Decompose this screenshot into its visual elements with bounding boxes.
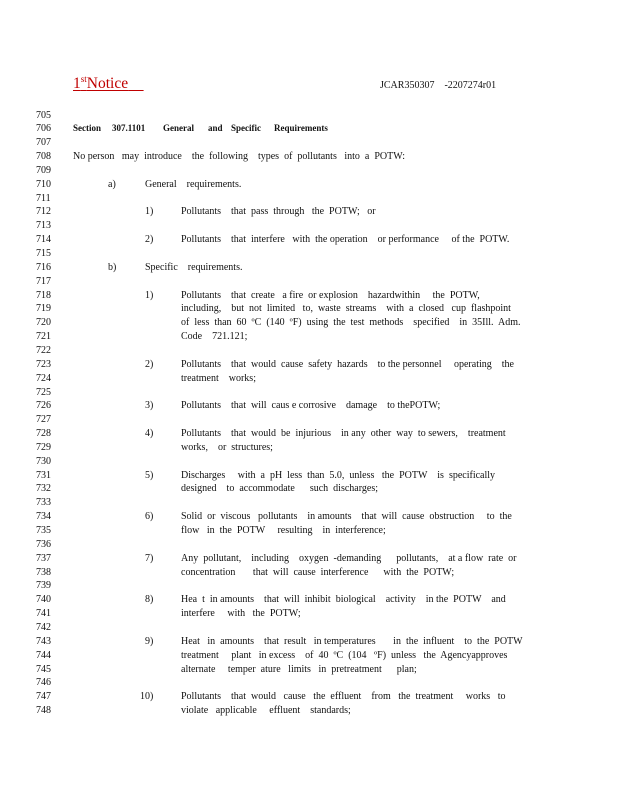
line-number: 747 (36, 691, 51, 703)
document-line (0, 302, 618, 316)
document-line (0, 316, 618, 330)
document-line (0, 330, 618, 344)
line-number: 740 (36, 594, 51, 606)
line-number: 708 (36, 151, 51, 163)
line-text: Requirements (274, 123, 328, 134)
document-line (0, 690, 618, 704)
list-marker: 3) (145, 400, 154, 412)
line-number: 710 (36, 178, 51, 190)
line-number: 716 (36, 261, 51, 273)
line-number: 731 (36, 469, 51, 481)
line-text: Pollutants that interfere with the operation or performance of the POTW. (181, 234, 510, 246)
line-number: 734 (36, 511, 51, 523)
document-line (0, 275, 618, 289)
document-line (0, 552, 618, 566)
line-text: Pollutants that would cause safety hazards to the personnel operating the (181, 358, 514, 370)
line-number: 723 (36, 358, 51, 370)
document-line (0, 704, 618, 718)
line-text: Specific requirements. (145, 261, 243, 273)
document-line (0, 469, 618, 483)
line-number: 735 (36, 525, 51, 536)
document-line (0, 164, 618, 178)
line-number: 727 (36, 414, 51, 426)
line-number: 715 (36, 248, 51, 259)
line-number: 730 (36, 455, 51, 467)
notice-label: 1stNotice (73, 74, 129, 92)
list-marker: 1) (145, 289, 154, 301)
document-line (0, 496, 618, 510)
list-marker: 4) (145, 428, 154, 440)
document-line (0, 593, 618, 607)
line-number: 712 (36, 206, 51, 218)
document-line (0, 427, 618, 441)
document-line (0, 109, 618, 123)
line-number: 707 (36, 137, 51, 149)
line-number: 729 (36, 441, 51, 453)
line-text: interfere with the POTW; (181, 608, 301, 620)
list-marker: 7) (145, 552, 154, 564)
line-text: Solid or viscous pollutants in amounts that will cause obstruction to the (181, 511, 512, 523)
line-number: 741 (36, 608, 51, 620)
line-text: alternate temper ature limits in pretreatment plan; (181, 663, 417, 675)
line-number: 728 (36, 428, 51, 440)
document-line (0, 233, 618, 247)
line-text: and (208, 123, 223, 134)
line-number: 738 (36, 566, 51, 578)
document-code: JCAR350307 -2207274r01 (380, 80, 497, 91)
line-text: works, or structures; (181, 441, 273, 453)
document-line (0, 289, 618, 303)
document-line (0, 676, 618, 690)
line-number: 739 (36, 580, 51, 592)
document-line (0, 621, 618, 635)
line-text: Discharges with a pH less than 5.0, unless the POTW is specifically (181, 469, 496, 481)
document-line (0, 455, 618, 469)
line-number: 713 (36, 220, 51, 232)
line-number: 711 (36, 192, 51, 204)
line-text: treatment works; (181, 372, 256, 384)
line-text: Specific (231, 123, 261, 134)
list-marker: 6) (145, 511, 154, 523)
document-line (0, 219, 618, 233)
line-text: Heat in amounts that result in temperatures in the influent to the POTW (181, 635, 523, 647)
document-line (0, 358, 618, 372)
line-number: 720 (36, 317, 51, 329)
line-text: Pollutants that would cause the effluent from the treatment works to (181, 691, 506, 703)
list-marker: 2) (145, 358, 154, 370)
document-line (0, 482, 618, 496)
line-number: 725 (36, 386, 51, 398)
line-number: 733 (36, 497, 51, 509)
document-line (0, 136, 618, 150)
document-line (0, 524, 618, 538)
line-text: violate applicable effluent standards; (181, 705, 351, 717)
line-number: 718 (36, 289, 51, 301)
document-line (0, 538, 618, 552)
line-text: concentration that will cause interference with the POTW; (181, 566, 455, 578)
document-line (0, 399, 618, 413)
line-number: 726 (36, 400, 51, 412)
line-number: 746 (36, 677, 51, 689)
document-line (0, 205, 618, 219)
line-number: 744 (36, 649, 51, 661)
line-text: Any pollutant, including oxygen -demanding pollutants, at a flow rate or (181, 552, 517, 564)
list-marker: b) (108, 261, 117, 273)
document-line (0, 178, 618, 192)
list-marker: 1) (145, 206, 154, 218)
document-line (0, 192, 618, 206)
line-number: 736 (36, 538, 51, 550)
list-marker: 10) (140, 691, 154, 703)
line-number: 743 (36, 635, 51, 647)
line-number: 705 (36, 109, 51, 121)
line-number: 732 (36, 483, 51, 495)
document-line (0, 635, 618, 649)
line-number: 742 (36, 621, 51, 633)
line-number: 709 (36, 164, 51, 176)
document-line (0, 566, 618, 580)
document-line (0, 607, 618, 621)
document-line (0, 579, 618, 593)
line-text: General requirements. (145, 178, 242, 190)
line-text: Section (73, 123, 101, 134)
line-text: Pollutants that would be injurious in any other way to sewers, treatment (181, 428, 506, 440)
list-marker: 2) (145, 234, 154, 246)
line-text: 307.1101 (112, 123, 146, 134)
line-text: of less than 60 ºC (140 ºF) using the test methods specified in 35Ill. Adm. (181, 317, 521, 329)
document-line (0, 663, 618, 677)
line-text: No person may introduce the following types of pollutants into a POTW: (73, 151, 406, 163)
line-text: Code 721.121; (181, 331, 248, 343)
line-text: designed to accommodate such discharges; (181, 483, 378, 495)
line-number: 714 (36, 234, 51, 246)
line-number: 706 (36, 123, 51, 135)
line-number: 717 (36, 275, 51, 287)
document-line (0, 649, 618, 663)
document-line (0, 122, 618, 136)
line-number: 719 (36, 303, 51, 315)
line-text: treatment plant in excess of 40 ºC (104 ºF) unless the Agencyapproves (181, 649, 508, 661)
line-number: 745 (36, 663, 51, 675)
line-text: Hea t in amounts that will inhibit biological activity in the POTW and (181, 594, 506, 606)
list-marker: 5) (145, 469, 154, 481)
document-line (0, 372, 618, 386)
document-line (0, 150, 618, 164)
line-number: 748 (36, 705, 51, 717)
line-text: Pollutants that create a fire or explosion hazardwithin the POTW, (181, 289, 480, 301)
line-number: 724 (36, 372, 51, 384)
list-marker: a) (108, 178, 116, 190)
line-text: Pollutants that will caus e corrosive damage to thePOTW; (181, 400, 441, 412)
line-text: including, but not limited to, waste streams with a closed cup flashpoint (181, 303, 511, 315)
line-number: 722 (36, 344, 51, 356)
page-header (0, 74, 618, 96)
list-marker: 9) (145, 635, 154, 647)
document-line (0, 413, 618, 427)
line-number: 737 (36, 552, 51, 564)
list-marker: 8) (145, 594, 154, 606)
document-line (0, 510, 618, 524)
document-line (0, 441, 618, 455)
line-number: 721 (36, 331, 51, 343)
document-line (0, 386, 618, 400)
document-line (0, 247, 618, 261)
document-line (0, 261, 618, 275)
line-text: General (163, 123, 194, 134)
line-text: Pollutants that pass through the POTW; or (181, 206, 376, 218)
document-line (0, 344, 618, 358)
line-text: flow in the POTW resulting in interference; (181, 525, 386, 536)
